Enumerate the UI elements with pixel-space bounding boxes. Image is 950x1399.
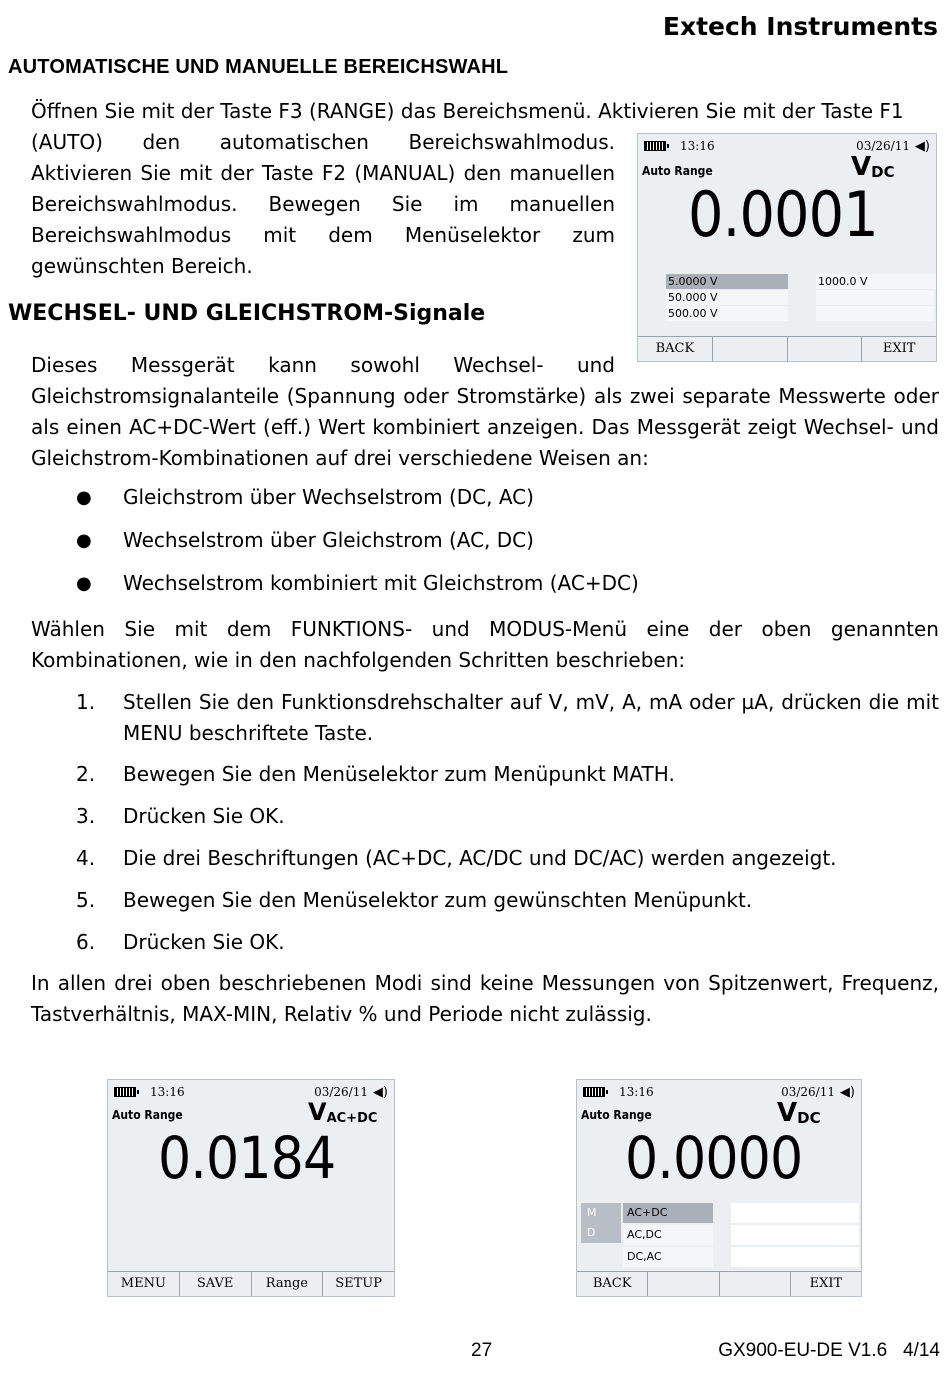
softkey-setup[interactable]: SETUP [335,1276,383,1291]
clock-date: 03/26/11 [781,1085,835,1099]
math-option-dc-ac[interactable]: DC,AC [623,1247,713,1267]
bullet-icon: ● [76,487,92,508]
softkey-bar [638,336,936,361]
clock-time: 13:16 [680,139,715,153]
paragraph-acdc-rest: Gleichstromsignalanteile (Spannung oder Stromstärke) als zwei separate Messwerte oder als einen AC+DC-Wert (eff.) Wert kombiniert anzeigen. Das Messgerät zeigt Wechsel- und Gleichstrom-Kombinationen auf drei verschiedene Weisen an: [31,384,939,470]
step-number: 4. [76,846,96,870]
speaker-icon: ◀) [372,1085,388,1100]
page-number: 27 [471,1340,493,1361]
clock-date: 03/26/11 [856,139,910,153]
range-option[interactable]: 5.0000 V [666,274,788,289]
unit-main: V [851,152,872,182]
measurement-reading: 0.0001 [688,178,878,251]
step-number: 6. [76,930,96,954]
softkey-back[interactable]: BACK [638,337,713,361]
range-option-empty [816,290,934,305]
clock-time: 13:16 [150,1085,185,1099]
battery-icon [114,1087,136,1097]
battery-icon [644,141,666,151]
list-item [0,571,950,602]
step-text: Stellen Sie den Funktionsdrehschalter auf V, mV, A, mA oder µA, drücken die mit MENU beschriftete Taste. [123,690,939,745]
softkey-exit[interactable]: EXIT [809,1276,843,1291]
math-menu [581,1203,859,1269]
heading-auto-range: AUTOMATISCHE UND MANUELLE BEREICHSWAHL [8,56,509,78]
step-text: Bewegen Sie den Menüselektor zum gewünschten Menüpunkt. [123,888,753,912]
brand-title: Extech Instruments [662,12,938,41]
math-option-ac-dc[interactable]: AC,DC [623,1225,713,1245]
unit-sub: DC [797,1109,821,1127]
softkey-exit[interactable]: EXIT [882,341,916,356]
softkey-save[interactable]: SAVE [180,1272,252,1296]
unit-sub: DC [871,163,895,181]
measurement-reading: 0.0184 [158,1124,336,1192]
step-text: Bewegen Sie den Menüselektor zum Menüpunkt MATH. [123,762,675,786]
paragraph-range-line1: Öffnen Sie mit der Taste F3 (RANGE) das Bereichsmenü. Aktivieren Sie mit der Taste F1 [31,99,904,123]
unit-sub: AC+DC [326,1111,378,1126]
list-item [0,485,950,516]
softkey-range[interactable]: Range [252,1272,324,1296]
clock-time: 13:16 [619,1085,654,1099]
paragraph-range-rest: (AUTO) den automatischen Bereichswahlmodus. Aktivieren Sie mit der Taste F2 (MANUAL) den manuellen Bereichswahlmodus. Bewegen Sie im manuellen Bereichswahlmodus mit dem Menüselektor zum gewünschten Bereich. [31,130,615,278]
math-option-empty [731,1247,859,1267]
softkey-blank[interactable] [788,337,863,361]
auto-range-label: Auto Range [581,1108,652,1122]
softkey-bar [577,1271,861,1296]
unit-label [308,1098,377,1126]
meter-screen-math [576,1079,862,1297]
menu-side-panel [581,1203,621,1243]
softkey-back[interactable]: BACK [577,1272,648,1296]
heading-ac-dc: WECHSEL- UND GLEICHSTROM-Signale [8,301,486,326]
bullet-text: Wechselstrom über Gleichstrom (AC, DC) [123,528,534,552]
paragraph-menu-intro: Wählen Sie mit dem FUNKTIONS- und MODUS-Menü eine der oben genannten Kombinationen, wie in den nachfolgenden Schritten beschrieben: [31,617,939,672]
math-option-acplusdc[interactable]: AC+DC [623,1203,713,1223]
bullet-text: Gleichstrom über Wechselstrom (DC, AC) [123,485,534,509]
step-text: Drücken Sie OK. [123,804,285,828]
battery-icon [583,1087,605,1097]
step-number: 2. [76,762,96,786]
auto-range-label: Auto Range [642,164,713,178]
unit-main: V [777,1098,798,1128]
side-label-d: D [587,1226,596,1239]
paragraph-acdc-line1: Dieses Messgerät kann sowohl Wechsel- und [31,353,615,377]
bullet-icon: ● [76,530,92,551]
step-number: 1. [76,690,96,714]
clock-date: 03/26/11 [314,1085,368,1099]
math-option-empty [731,1225,859,1245]
range-option[interactable]: 1000.0 V [816,274,936,289]
softkey-blank[interactable] [713,337,788,361]
side-label-m: M [587,1206,597,1219]
range-option-empty [816,306,934,321]
meter-screen-acdc [107,1079,395,1297]
measurement-reading: 0.0000 [625,1124,803,1192]
range-menu [666,274,936,324]
softkey-menu[interactable]: MENU [108,1272,180,1296]
softkey-bar [108,1271,394,1296]
list-item [0,528,950,559]
document-id: GX900-EU-DE V1.6 4/14 [718,1340,940,1361]
paragraph-restrictions: In allen drei oben beschriebenen Modi sind keine Messungen von Spitzenwert, Frequenz, Tastverhältnis, MAX-MIN, Relativ % und Periode nicht zulässig. [31,971,939,1026]
unit-main: V [308,1098,327,1126]
softkey-blank[interactable] [720,1272,791,1296]
step-number: 3. [76,804,96,828]
range-option[interactable]: 500.00 V [666,306,788,321]
softkey-blank[interactable] [648,1272,719,1296]
step-text: Drücken Sie OK. [123,930,285,954]
speaker-icon: ◀) [914,139,930,154]
auto-range-label: Auto Range [112,1108,183,1122]
meter-screen-range [637,133,937,362]
speaker-icon: ◀) [839,1085,855,1100]
bullet-text: Wechselstrom kombiniert mit Gleichstrom (AC+DC) [123,571,639,595]
step-number: 5. [76,888,96,912]
step-text: Die drei Beschriftungen (AC+DC, AC/DC und DC/AC) werden angezeigt. [123,846,837,870]
range-option[interactable]: 50.000 V [666,290,788,305]
math-option-empty [731,1203,859,1223]
bullet-icon: ● [76,573,92,594]
